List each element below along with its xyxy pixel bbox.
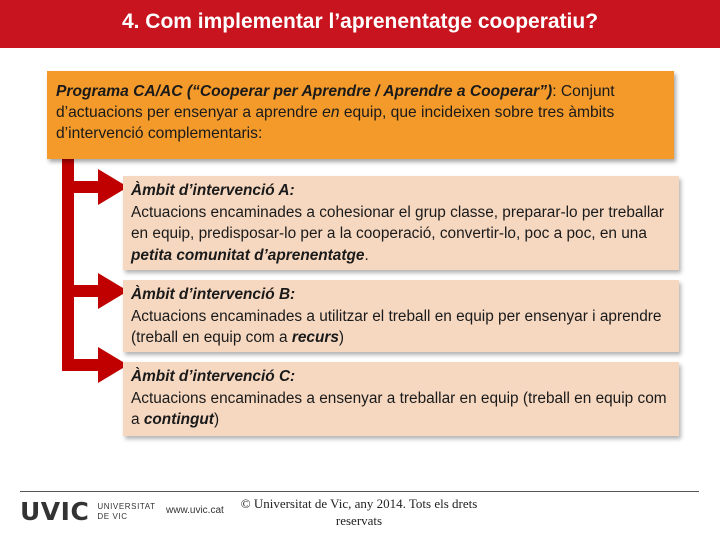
area-tail: ) [338, 329, 345, 346]
area-description [131, 306, 671, 349]
intro-text-b: equip, que incideixen sobre tres àmbits d’intervenció complementaris: [56, 104, 615, 142]
area-box-a [123, 176, 679, 270]
logo-mark: UVIC [20, 497, 90, 526]
intro-text-a: : Conjunt d’actuacions per ensenyar a aprendre [56, 83, 615, 121]
copyright-notice: © Universitat de Vic, any 2014. Tots els drets reservats [240, 496, 478, 528]
area-body: Actuacions encaminades a cohesionar el grup classe, preparar-lo per treballar en equip, predisposar-lo per a la cooperació, convertir-lo, poc a poc, en una [131, 203, 664, 242]
area-title: Àmbit d’intervenció C: [131, 368, 296, 385]
program-name: Programa CA/AC (“Cooperar per Aprendre / Aprendre a Cooperar”) [56, 83, 553, 100]
slide-title: 4. Com implementar l’aprenentatge cooperatiu? [121, 10, 599, 33]
footer-divider [20, 491, 699, 492]
logo-line-1: UNIVERSITAT [97, 502, 156, 511]
area-title: Àmbit d’intervenció B: [131, 286, 296, 303]
area-description [131, 202, 671, 267]
area-emphasis: petita comunitat d’aprenentatge [131, 246, 365, 264]
intro-text-em: en [322, 104, 340, 121]
area-body: Actuacions encaminades a utilitzar el treball en equip per ensenyar i aprendre (treball en equip com a [131, 307, 662, 346]
slide-title-bar [0, 0, 720, 48]
area-box-c [123, 362, 679, 436]
area-box-b [123, 280, 679, 352]
logo-text [97, 502, 155, 521]
area-title: Àmbit d’intervenció A: [131, 182, 295, 199]
area-tail: . [364, 246, 369, 264]
website-link[interactable]: www.uvic.cat [166, 505, 224, 516]
connector-branch-b [62, 285, 102, 297]
connector-branch-a [62, 181, 102, 193]
university-logo [20, 497, 156, 526]
area-body: Actuacions encaminades a ensenyar a treballar en equip (treball en equip com a [131, 389, 667, 428]
logo-line-2: DE VIC [97, 511, 128, 521]
area-emphasis: contingut [143, 411, 214, 428]
area-emphasis: recurs [291, 329, 339, 346]
connector-branch-c [62, 359, 102, 371]
area-description [131, 388, 671, 431]
intro-box [47, 71, 674, 159]
area-tail: ) [213, 411, 220, 428]
